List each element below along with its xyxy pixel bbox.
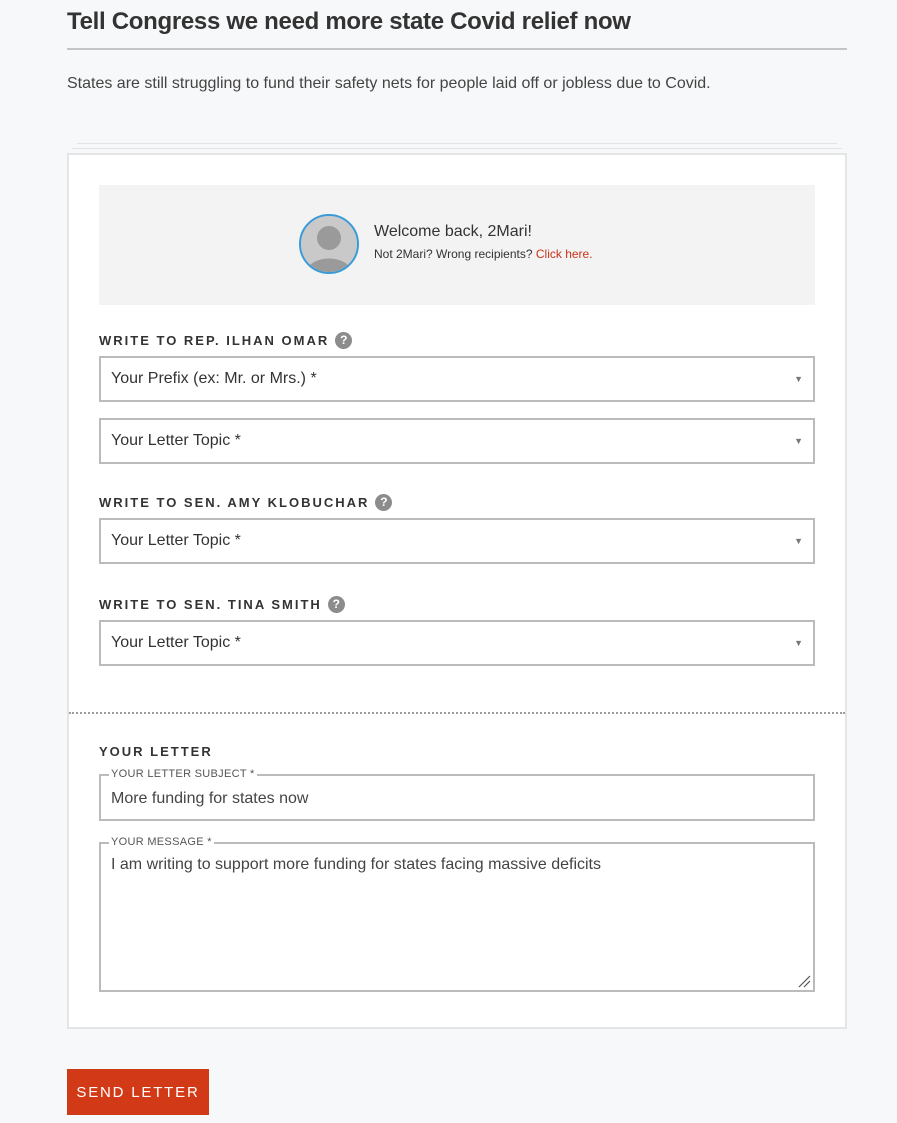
prefix-select[interactable]: [99, 356, 815, 402]
recipient-label-smith: [99, 596, 345, 613]
page-intro: States are still struggling to fund their safety nets for people laid off or jobless due to Covid.: [67, 75, 711, 92]
message-field[interactable]: [99, 836, 815, 992]
chevron-down-icon: ▼: [794, 374, 803, 384]
message-textarea[interactable]: I am writing to support more funding for states facing massive deficits: [111, 856, 601, 873]
recipient-label-text: WRITE TO SEN. TINA SMITH: [99, 597, 322, 612]
chevron-down-icon: ▼: [794, 436, 803, 446]
message-field-label: YOUR MESSAGE *: [111, 836, 212, 848]
recipient-label-text: WRITE TO SEN. AMY KLOBUCHAR: [99, 495, 370, 510]
select-value: Your Letter Topic *: [111, 634, 241, 651]
recipient-label-text: WRITE TO REP. ILHAN OMAR: [99, 333, 330, 348]
select-value: Your Letter Topic *: [111, 432, 241, 449]
welcome-title: Welcome back, 2Mari!: [374, 223, 532, 240]
title-rule: [67, 48, 847, 50]
topic-select-klobuchar[interactable]: [99, 518, 815, 564]
topic-select-smith[interactable]: [99, 620, 815, 666]
welcome-subtext: [374, 247, 593, 261]
select-value: Your Prefix (ex: Mr. or Mrs.) *: [111, 370, 317, 387]
help-icon[interactable]: ?: [335, 332, 352, 349]
card-stack-line: [72, 148, 842, 149]
chevron-down-icon: ▼: [794, 638, 803, 648]
user-avatar-icon: [299, 214, 359, 274]
welcome-panel: [99, 185, 815, 305]
send-letter-button[interactable]: SEND LETTER: [67, 1069, 209, 1115]
welcome-prompt: Not 2Mari? Wrong recipients?: [374, 247, 533, 261]
help-icon[interactable]: ?: [375, 494, 392, 511]
section-divider: [69, 712, 845, 714]
topic-select-omar[interactable]: [99, 418, 815, 464]
letter-form-card: [67, 153, 847, 1029]
subject-field-label: YOUR LETTER SUBJECT *: [111, 768, 255, 780]
help-icon[interactable]: ?: [328, 596, 345, 613]
change-user-link[interactable]: Click here.: [535, 247, 593, 261]
card-stack-line: [77, 143, 837, 144]
recipient-label-omar: [99, 332, 352, 349]
your-letter-heading: YOUR LETTER: [99, 744, 213, 759]
welcome-text: [374, 223, 593, 261]
select-value: Your Letter Topic *: [111, 532, 241, 549]
recipient-label-klobuchar: [99, 494, 392, 511]
chevron-down-icon: ▼: [794, 536, 803, 546]
subject-field[interactable]: [99, 768, 815, 821]
resize-handle-icon[interactable]: [797, 974, 811, 988]
subject-input[interactable]: More funding for states now: [111, 790, 309, 807]
page-title: Tell Congress we need more state Covid relief now: [67, 8, 631, 35]
